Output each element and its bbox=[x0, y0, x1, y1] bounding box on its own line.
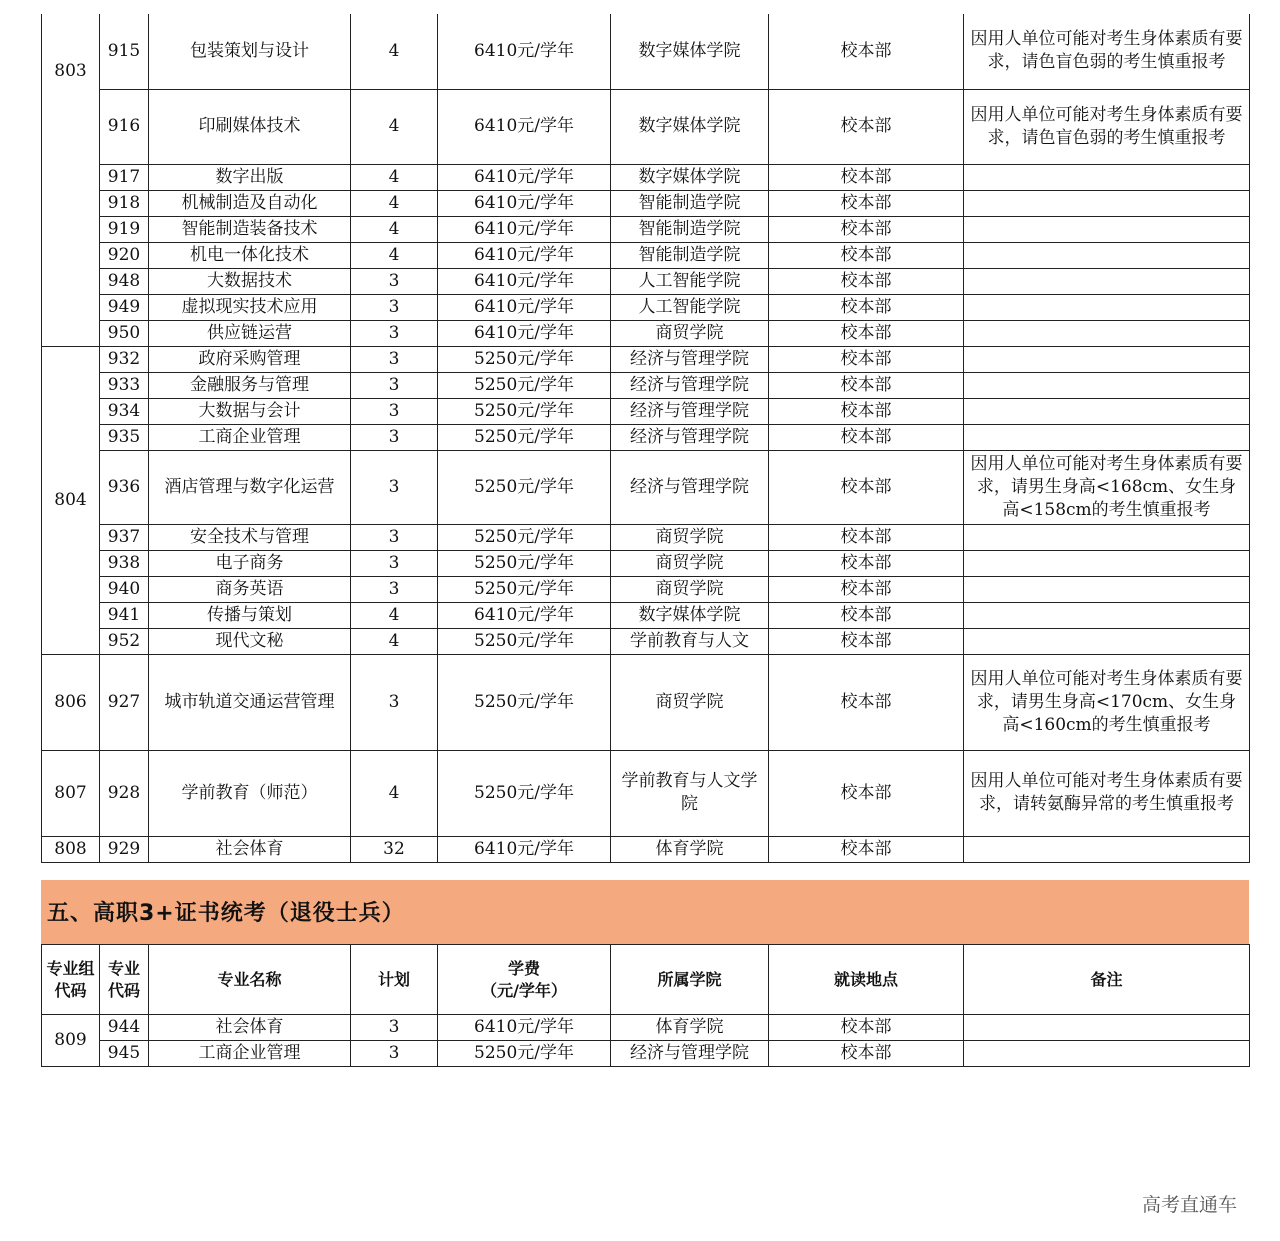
table-row bbox=[42, 242, 1250, 268]
major-code: 950 bbox=[100, 320, 149, 346]
location: 校本部 bbox=[769, 424, 964, 450]
plan-count: 3 bbox=[351, 1015, 438, 1041]
plan-count: 4 bbox=[351, 89, 438, 164]
major-name: 智能制造装备技术 bbox=[149, 216, 351, 242]
major-name: 现代文秘 bbox=[149, 628, 351, 654]
column-header-fee bbox=[438, 945, 611, 1015]
plan-count: 3 bbox=[351, 268, 438, 294]
location: 校本部 bbox=[769, 1041, 964, 1067]
remark bbox=[964, 242, 1250, 268]
tuition-fee: 5250元/学年 bbox=[438, 398, 611, 424]
plan-count: 4 bbox=[351, 602, 438, 628]
college: 学前教育与人文 bbox=[611, 628, 769, 654]
major-code: 935 bbox=[100, 424, 149, 450]
major-code: 932 bbox=[100, 346, 149, 372]
college: 体育学院 bbox=[611, 1015, 769, 1041]
college: 商贸学院 bbox=[611, 320, 769, 346]
group-code: 807 bbox=[42, 750, 100, 836]
college: 经济与管理学院 bbox=[611, 450, 769, 524]
college: 商贸学院 bbox=[611, 654, 769, 750]
tuition-fee: 5250元/学年 bbox=[438, 1041, 611, 1067]
location: 校本部 bbox=[769, 89, 964, 164]
location: 校本部 bbox=[769, 602, 964, 628]
tuition-fee: 6410元/学年 bbox=[438, 268, 611, 294]
tuition-fee: 5250元/学年 bbox=[438, 346, 611, 372]
major-name: 金融服务与管理 bbox=[149, 372, 351, 398]
major-code: 916 bbox=[100, 89, 149, 164]
major-name: 传播与策划 bbox=[149, 602, 351, 628]
tuition-fee: 6410元/学年 bbox=[438, 1015, 611, 1041]
major-name: 大数据技术 bbox=[149, 268, 351, 294]
table-row bbox=[42, 294, 1250, 320]
remark bbox=[964, 164, 1250, 190]
column-header-note: 备注 bbox=[964, 945, 1250, 1015]
tuition-fee: 5250元/学年 bbox=[438, 576, 611, 602]
plan-count: 4 bbox=[351, 190, 438, 216]
table-row bbox=[42, 524, 1250, 550]
tuition-fee: 5250元/学年 bbox=[438, 628, 611, 654]
remark bbox=[964, 576, 1250, 602]
major-code: 917 bbox=[100, 164, 149, 190]
table-row bbox=[42, 398, 1250, 424]
plan-count: 3 bbox=[351, 576, 438, 602]
table-row bbox=[42, 550, 1250, 576]
college: 商贸学院 bbox=[611, 576, 769, 602]
location: 校本部 bbox=[769, 524, 964, 550]
enrollment-table-section4 bbox=[41, 14, 1250, 863]
plan-count: 3 bbox=[351, 1041, 438, 1067]
location: 校本部 bbox=[769, 628, 964, 654]
college: 学前教育与人文学院 bbox=[611, 750, 769, 836]
major-code: 934 bbox=[100, 398, 149, 424]
location: 校本部 bbox=[769, 398, 964, 424]
column-header-code: 专业代码 bbox=[100, 945, 149, 1015]
location: 校本部 bbox=[769, 450, 964, 524]
tuition-fee: 5250元/学年 bbox=[438, 524, 611, 550]
major-name: 酒店管理与数字化运营 bbox=[149, 450, 351, 524]
college: 经济与管理学院 bbox=[611, 372, 769, 398]
major-code: 944 bbox=[100, 1015, 149, 1041]
major-name: 大数据与会计 bbox=[149, 398, 351, 424]
tuition-fee: 6410元/学年 bbox=[438, 14, 611, 89]
column-header-plan: 计划 bbox=[351, 945, 438, 1015]
remark bbox=[964, 398, 1250, 424]
plan-count: 3 bbox=[351, 398, 438, 424]
major-code: 918 bbox=[100, 190, 149, 216]
major-name: 虚拟现实技术应用 bbox=[149, 294, 351, 320]
table-row bbox=[42, 424, 1250, 450]
major-code: 929 bbox=[100, 836, 149, 862]
college: 人工智能学院 bbox=[611, 294, 769, 320]
tuition-fee: 6410元/学年 bbox=[438, 602, 611, 628]
college: 智能制造学院 bbox=[611, 190, 769, 216]
table-row bbox=[42, 836, 1250, 862]
fee-header-line1: 学费 bbox=[507, 958, 540, 978]
location: 校本部 bbox=[769, 320, 964, 346]
tuition-fee: 5250元/学年 bbox=[438, 550, 611, 576]
tuition-fee: 5250元/学年 bbox=[438, 450, 611, 524]
plan-count: 4 bbox=[351, 14, 438, 89]
tuition-fee: 6410元/学年 bbox=[438, 294, 611, 320]
college: 智能制造学院 bbox=[611, 216, 769, 242]
major-name: 包装策划与设计 bbox=[149, 14, 351, 89]
remark bbox=[964, 550, 1250, 576]
watermark-text: 高考直通车 bbox=[1142, 1194, 1238, 1216]
major-code: 949 bbox=[100, 294, 149, 320]
location: 校本部 bbox=[769, 1015, 964, 1041]
table-row bbox=[42, 190, 1250, 216]
remark bbox=[964, 424, 1250, 450]
table-row bbox=[42, 750, 1250, 836]
major-name: 机电一体化技术 bbox=[149, 242, 351, 268]
location: 校本部 bbox=[769, 268, 964, 294]
plan-count: 4 bbox=[351, 164, 438, 190]
plan-count: 3 bbox=[351, 654, 438, 750]
plan-count: 3 bbox=[351, 424, 438, 450]
table-row bbox=[42, 1015, 1250, 1041]
table-row bbox=[42, 14, 1250, 89]
college: 数字媒体学院 bbox=[611, 164, 769, 190]
remark bbox=[964, 320, 1250, 346]
college: 人工智能学院 bbox=[611, 268, 769, 294]
remark bbox=[964, 346, 1250, 372]
tuition-fee: 6410元/学年 bbox=[438, 164, 611, 190]
major-code: 940 bbox=[100, 576, 149, 602]
remark bbox=[964, 602, 1250, 628]
remark bbox=[964, 216, 1250, 242]
major-name: 工商企业管理 bbox=[149, 1041, 351, 1067]
major-code: 952 bbox=[100, 628, 149, 654]
remark: 因用人单位可能对考生身体素质有要求，请男生身高<168cm、女生身高<158cm的考生慎重报考 bbox=[964, 450, 1250, 524]
tuition-fee: 5250元/学年 bbox=[438, 654, 611, 750]
location: 校本部 bbox=[769, 576, 964, 602]
remark bbox=[964, 268, 1250, 294]
plan-count: 4 bbox=[351, 242, 438, 268]
table-header-row bbox=[42, 945, 1250, 1015]
remark bbox=[964, 1041, 1250, 1067]
plan-count: 4 bbox=[351, 628, 438, 654]
tuition-fee: 6410元/学年 bbox=[438, 320, 611, 346]
tuition-fee: 6410元/学年 bbox=[438, 836, 611, 862]
major-name: 电子商务 bbox=[149, 550, 351, 576]
major-name: 社会体育 bbox=[149, 1015, 351, 1041]
column-header-group-code: 专业组代码 bbox=[42, 945, 100, 1015]
major-code: 915 bbox=[100, 14, 149, 89]
major-code: 920 bbox=[100, 242, 149, 268]
table-row bbox=[42, 450, 1250, 524]
table-row bbox=[42, 602, 1250, 628]
remark bbox=[964, 628, 1250, 654]
table-row bbox=[42, 372, 1250, 398]
location: 校本部 bbox=[769, 750, 964, 836]
college: 数字媒体学院 bbox=[611, 14, 769, 89]
remark bbox=[964, 294, 1250, 320]
column-header-name: 专业名称 bbox=[149, 945, 351, 1015]
plan-count: 3 bbox=[351, 294, 438, 320]
remark: 因用人单位可能对考生身体素质有要求，请男生身高<170cm、女生身高<160cm的考生慎重报考 bbox=[964, 654, 1250, 750]
group-code: 806 bbox=[42, 654, 100, 750]
plan-count: 4 bbox=[351, 750, 438, 836]
major-name: 政府采购管理 bbox=[149, 346, 351, 372]
college: 体育学院 bbox=[611, 836, 769, 862]
plan-count: 3 bbox=[351, 550, 438, 576]
table-row bbox=[42, 216, 1250, 242]
plan-count: 3 bbox=[351, 320, 438, 346]
remark bbox=[964, 372, 1250, 398]
major-name: 安全技术与管理 bbox=[149, 524, 351, 550]
location: 校本部 bbox=[769, 654, 964, 750]
major-name: 城市轨道交通运营管理 bbox=[149, 654, 351, 750]
college: 商贸学院 bbox=[611, 524, 769, 550]
plan-count: 3 bbox=[351, 346, 438, 372]
table-row bbox=[42, 320, 1250, 346]
table-row bbox=[42, 1041, 1250, 1067]
major-code: 919 bbox=[100, 216, 149, 242]
group-code: 808 bbox=[42, 836, 100, 862]
location: 校本部 bbox=[769, 242, 964, 268]
major-name: 学前教育（师范） bbox=[149, 750, 351, 836]
plan-count: 32 bbox=[351, 836, 438, 862]
location: 校本部 bbox=[769, 550, 964, 576]
column-header-location: 就读地点 bbox=[769, 945, 964, 1015]
location: 校本部 bbox=[769, 190, 964, 216]
major-code: 933 bbox=[100, 372, 149, 398]
fee-header-line2: （元/学年） bbox=[481, 980, 567, 1000]
college: 智能制造学院 bbox=[611, 242, 769, 268]
remark: 因用人单位可能对考生身体素质有要求，请转氨酶异常的考生慎重报考 bbox=[964, 750, 1250, 836]
remark: 因用人单位可能对考生身体素质有要求，请色盲色弱的考生慎重报考 bbox=[964, 14, 1250, 89]
plan-count: 4 bbox=[351, 216, 438, 242]
remark: 因用人单位可能对考生身体素质有要求，请色盲色弱的考生慎重报考 bbox=[964, 89, 1250, 164]
major-code: 941 bbox=[100, 602, 149, 628]
location: 校本部 bbox=[769, 346, 964, 372]
major-name: 机械制造及自动化 bbox=[149, 190, 351, 216]
enrollment-table-section5 bbox=[41, 944, 1250, 1067]
college: 经济与管理学院 bbox=[611, 424, 769, 450]
tuition-fee: 5250元/学年 bbox=[438, 750, 611, 836]
major-code: 945 bbox=[100, 1041, 149, 1067]
plan-count: 3 bbox=[351, 524, 438, 550]
location: 校本部 bbox=[769, 372, 964, 398]
table-row bbox=[42, 164, 1250, 190]
tuition-fee: 6410元/学年 bbox=[438, 190, 611, 216]
tuition-fee: 6410元/学年 bbox=[438, 216, 611, 242]
column-header-college: 所属学院 bbox=[611, 945, 769, 1015]
table-row bbox=[42, 268, 1250, 294]
tuition-fee: 6410元/学年 bbox=[438, 242, 611, 268]
college: 经济与管理学院 bbox=[611, 346, 769, 372]
major-name: 数字出版 bbox=[149, 164, 351, 190]
table-row bbox=[42, 576, 1250, 602]
plan-count: 3 bbox=[351, 450, 438, 524]
college: 经济与管理学院 bbox=[611, 398, 769, 424]
table-row bbox=[42, 346, 1250, 372]
table-row bbox=[42, 89, 1250, 164]
major-name: 商务英语 bbox=[149, 576, 351, 602]
location: 校本部 bbox=[769, 14, 964, 89]
section-header bbox=[41, 880, 1249, 944]
college: 数字媒体学院 bbox=[611, 89, 769, 164]
remark bbox=[964, 190, 1250, 216]
major-code: 936 bbox=[100, 450, 149, 524]
major-name: 印刷媒体技术 bbox=[149, 89, 351, 164]
plan-count: 3 bbox=[351, 372, 438, 398]
major-code: 938 bbox=[100, 550, 149, 576]
remark bbox=[964, 836, 1250, 862]
college: 数字媒体学院 bbox=[611, 602, 769, 628]
major-code: 937 bbox=[100, 524, 149, 550]
location: 校本部 bbox=[769, 836, 964, 862]
college: 经济与管理学院 bbox=[611, 1041, 769, 1067]
location: 校本部 bbox=[769, 294, 964, 320]
college: 商贸学院 bbox=[611, 550, 769, 576]
major-name: 工商企业管理 bbox=[149, 424, 351, 450]
group-code: 809 bbox=[42, 1015, 100, 1067]
location: 校本部 bbox=[769, 216, 964, 242]
major-code: 927 bbox=[100, 654, 149, 750]
remark bbox=[964, 1015, 1250, 1041]
major-code: 928 bbox=[100, 750, 149, 836]
major-name: 供应链运营 bbox=[149, 320, 351, 346]
group-code: 804 bbox=[42, 346, 100, 654]
table-row bbox=[42, 628, 1250, 654]
group-code: 803 bbox=[42, 14, 100, 346]
major-name: 社会体育 bbox=[149, 836, 351, 862]
location: 校本部 bbox=[769, 164, 964, 190]
tuition-fee: 5250元/学年 bbox=[438, 372, 611, 398]
section-title: 五、高职3+证书统考（退役士兵） bbox=[47, 901, 405, 926]
remark bbox=[964, 524, 1250, 550]
table-row bbox=[42, 654, 1250, 750]
tuition-fee: 6410元/学年 bbox=[438, 89, 611, 164]
tuition-fee: 5250元/学年 bbox=[438, 424, 611, 450]
major-code: 948 bbox=[100, 268, 149, 294]
